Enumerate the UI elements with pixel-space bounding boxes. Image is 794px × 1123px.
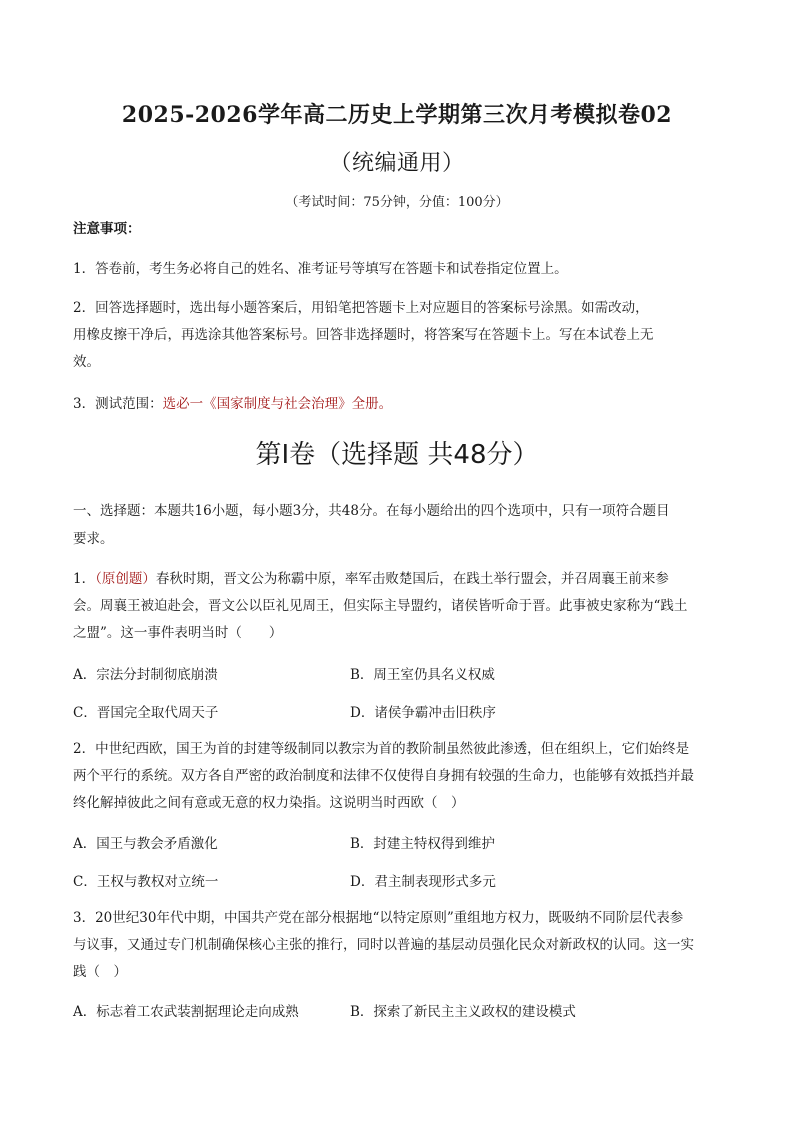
exam-info: （考试时间：75分钟，分值：100分）	[285, 195, 509, 210]
question-1-line1	[73, 568, 669, 591]
question-3-line3: 践（ ）	[73, 964, 127, 980]
question-3-option-a[interactable]: A．标志着工农武装割据理论走向成熟	[73, 1004, 299, 1020]
notice-item-3	[73, 393, 392, 416]
question-1-line2: 会。周襄王被迫赴会，晋文公以臣礼见周王，但实际主导盟约，诸侯皆听命于晋。此事被史家称为“践土	[73, 598, 688, 614]
instructions-line2: 要求。	[73, 531, 114, 547]
notice-item-2-line1: 2．回答选择题时，选出每小题答案后，用铅笔把答题卡上对应题目的答案标号涂黑。如需改动，	[73, 300, 649, 316]
exam-title: 2025-2026学年高二历史上学期第三次月考模拟卷02	[121, 102, 673, 128]
question-1-option-c[interactable]: C．晋国完全取代周天子	[73, 705, 219, 721]
question-1-number: 1．	[73, 571, 96, 587]
question-2-option-c[interactable]: C．王权与教权对立统一	[73, 874, 219, 890]
section-title: 第Ⅰ卷（选择题 共48分）	[255, 440, 539, 470]
notice-item-1: 1．答卷前，考生务必将自己的姓名、准考证号等填写在答题卡和试卷指定位置上。	[73, 261, 568, 277]
test-scope: 选必一《国家制度与社会治理》全册。	[162, 396, 393, 412]
question-2-option-b[interactable]: B．封建主特权得到维护	[350, 836, 495, 852]
notice-item-2-line2: 用橡皮擦干净后，再选涂其他答案标号。回答非选择题时，将答案写在答题卡上。写在本试卷上无	[73, 327, 654, 343]
question-1-line3: 之盟”。这一事件表明当时（ ）	[73, 625, 283, 641]
question-1-option-d[interactable]: D．诸侯争霸冲击旧秩序	[350, 705, 496, 721]
question-1-option-a[interactable]: A．宗法分封制彻底崩溃	[73, 667, 218, 683]
question-3-option-b[interactable]: B．探索了新民主主义政权的建设模式	[350, 1004, 576, 1020]
question-2-line2: 两个平行的系统。双方各自严密的政治制度和法律不仅使得自身拥有较强的生命力，也能够有效抵挡并最	[73, 768, 694, 784]
question-2-line1: 2．中世纪西欧，国王为首的封建等级制同以教宗为首的教阶制虽然彼此渗透，但在组织上，它们始终是	[73, 741, 690, 757]
exam-subtitle: （统编通用）	[329, 151, 465, 176]
notice-item-2-line3: 效。	[73, 354, 100, 370]
question-2-option-a[interactable]: A．国王与教会矛盾激化	[73, 836, 218, 852]
question-1-text: 春秋时期，晋文公为称霸中原，率军击败楚国后，在践土举行盟会，并召周襄王前来参	[155, 571, 669, 587]
question-3-line2: 与议事，又通过专门机制确保核心主张的推行，同时以普遍的基层动员强化民众对新政权的认同。这一实	[73, 937, 694, 953]
question-2-line3: 终化解掉彼此之间有意或无意的权力染指。这说明当时西欧（ ）	[73, 795, 465, 811]
question-3-line1: 3．20世纪30年代中期，中国共产党在部分根据地“以特定原则”重组地方权力，既吸纳不同阶层代表参	[73, 910, 684, 926]
question-2-option-d[interactable]: D．君主制表现形式多元	[350, 874, 496, 890]
notice-heading: 注意事项：	[73, 221, 141, 237]
question-1-option-b[interactable]: B．周王室仍具名义权威	[350, 667, 495, 683]
notice-item-3-prefix: 3．测试范围：	[73, 396, 163, 412]
instructions-line1: 一、选择题：本题共16小题，每小题3分，共48分。在每小题给出的四个选项中，只有一项符合题目	[73, 503, 670, 519]
original-question-tag: （原创题）	[95, 571, 156, 587]
